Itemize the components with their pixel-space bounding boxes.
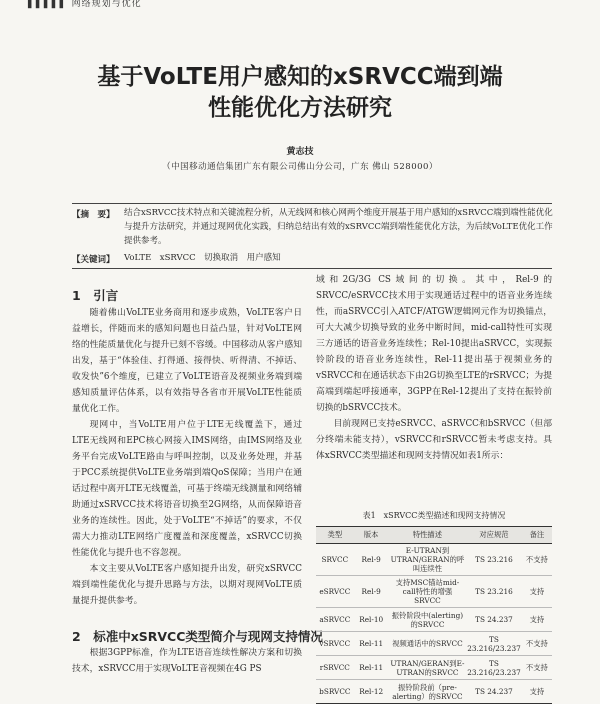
cell-type: rSRVCC [316, 656, 354, 680]
author: 黄志技 [286, 147, 314, 157]
abstract-text: 结合xSRVCC技术特点和关键流程分析，从无线网和核心网两个维度开展基于用户感知的xSRVCC端到端性能优化与提升方法研究，并通过现网优化实践，归纳总结出有效的xSRVCC端到端性能优化方法，为后续VoLTE优化工作提供参考。 [124, 208, 553, 246]
th-spec: 对应规范 [466, 527, 522, 544]
keywords-label: 【关键词】 [72, 255, 115, 265]
abstract-label: 【摘 要】 [72, 210, 115, 220]
xsrvcc-table [316, 526, 552, 704]
table-row [316, 680, 552, 704]
header-bars-icon: ▌▌▌▌▌ [28, 0, 68, 9]
right-paragraph-2: 目前现网已支持eSRVCC、aSRVCC和bSRVCC（但部分终端未能支持），vSRVCC和rSRVCC暂未考虑支持。具体xSRVCC类型描述和现网支持情况如表1所示： [316, 419, 552, 461]
cell-spec: TS 23.216 [466, 576, 522, 608]
th-release: 版本 [354, 527, 389, 544]
table-caption: 表1 xSRVCC类型描述和现网支持情况 [362, 511, 506, 520]
table-row [316, 656, 552, 680]
affiliation: （中国移动通信集团广东有限公司佛山分公司，广东 佛山 528000） [162, 162, 438, 172]
cell-release: Rel-11 [354, 632, 389, 656]
cell-spec: TS 23.216/23.237 [466, 632, 522, 656]
abstract-bottom-rule [72, 268, 552, 269]
cell-type: aSRVCC [316, 608, 354, 632]
th-remark: 备注 [522, 527, 552, 544]
cell-remark: 不支持 [522, 544, 552, 576]
table-row [316, 576, 552, 608]
keywords-text: VoLTE xSRVCC 切换取消 用户感知 [124, 253, 281, 263]
cell-release: Rel-9 [354, 576, 389, 608]
cell-type: SRVCC [316, 544, 354, 576]
cell-spec: TS 23.216 [466, 544, 522, 576]
cell-feature: E-UTRAN到UTRAN/GERAN的呼叫连续性 [389, 544, 467, 576]
cell-release: Rel-12 [354, 680, 389, 704]
cell-feature: 振铃阶段中(alerting)的SRVCC [389, 608, 467, 632]
sec1-paragraph-3: 本文主要从VoLTE客户感知提升出发，研究xSRVCC端到端性能优化与提升思路与方法，以期对现网VoLTE质量提升提供参考。 [72, 564, 302, 606]
right-paragraph-1: 域和2G/3G CS域间的切换。其中，Rel-9的SRVCC/eSRVCC技术用于实现通话过程中的语音业务连续性，而aSRVCC引入ATCF/ATGW逻辑网元作为切换锚点，可大大减少切换导致的业务中断时间，mid-call特性可实现三方通话的语音业务连续性；Rel-10提出aSRVCC，实现振铃阶段的语音业务连续性，Rel-11提出基于视频业务的vSRVCC和在通话状态下由2G切换至LTE的rSRVCC；为提高端到端起呼接通率，3GPP在Rel-12提出了支持在振铃前切换的bSRVCC技术。 [316, 275, 552, 413]
cell-release: Rel-11 [354, 656, 389, 680]
abstract-top-rule [72, 203, 552, 204]
section2-title: 2 标准中xSRVCC类型简介与现网支持情况 [72, 629, 323, 644]
cell-release: Rel-10 [354, 608, 389, 632]
right-column [316, 272, 552, 464]
cell-type: eSRVCC [316, 576, 354, 608]
th-feature: 特性描述 [389, 527, 467, 544]
left-column [72, 305, 302, 609]
section1-title: 1 引言 [72, 288, 119, 303]
running-header-text: 网络规划与优化 [71, 0, 142, 9]
sec2-column [72, 645, 302, 677]
paper-title-line1: 基于VoLTE用户感知的xSRVCC端到端 [97, 64, 503, 90]
table-header-row [316, 527, 552, 544]
table-row [316, 632, 552, 656]
th-type: 类型 [316, 527, 354, 544]
cell-type: vSRVCC [316, 632, 354, 656]
table-row [316, 608, 552, 632]
paper-title-line2: 性能优化方法研究 [208, 95, 392, 121]
sec2-paragraph-1: 根据3GPP标准，作为LTE语音连续性解决方案和切换技术，xSRVCC用于实现VoLTE音视频在4G PS [72, 648, 302, 674]
cell-remark: 不支持 [522, 656, 552, 680]
cell-feature: 振铃阶段前（pre-alerting）的SRVCC [389, 680, 467, 704]
cell-spec: TS 24.237 [466, 608, 522, 632]
sec1-paragraph-1: 随着佛山VoLTE业务商用和逐步成熟，VoLTE客户日益增长，伴随而来的感知问题也日益凸显，针对VoLTE网络的性能质量优化与提升已刻不容缓。中国移动从客户感知出发，基于“体验佳、打得通、接得快、听得清、不掉话、收发快”6个维度，已建立了VoLTE语音及视频业务端到端感知质量评估体系，以有效指导各省市开展VoLTE性能质量优化工作。 [72, 308, 302, 414]
cell-feature: 支持MSC锚站mid-call特性的增强SRVCC [389, 576, 467, 608]
cell-remark: 不支持 [522, 632, 552, 656]
cell-release: Rel-9 [354, 544, 389, 576]
running-header [28, 0, 142, 10]
cell-remark: 支持 [522, 576, 552, 608]
cell-spec: TS 24.237 [466, 680, 522, 704]
table-row [316, 544, 552, 576]
sec1-paragraph-2: 现网中，当VoLTE用户位于LTE无线覆盖下，通过LTE无线网和EPC核心网接入IMS网络，由IMS网络及业务平台完成VoLTE路由与呼叫控制，以及业务处理，并基于PCC系统提供VoLTE业务端到端QoS保障；当用户在通话过程中离开LTE无线覆盖，可基于终端无线测量和网络辅助通过xSRVCC技术将语音切换至2G网络，从而保障语音业务的连续性。因此，处于VoLTE“不掉话”的要求，不仅需大力推动LTE网络广度覆盖和深度覆盖，xSRVCC切换性能优化与提升也不容忽视。 [72, 420, 302, 558]
cell-spec: TS 23.216/23.237 [466, 656, 522, 680]
cell-type: bSRVCC [316, 680, 354, 704]
cell-feature: UTRAN/GERAN到E-UTRAN的SRVCC [389, 656, 467, 680]
cell-remark: 支持 [522, 608, 552, 632]
cell-feature: 视频通话中的SRVCC [389, 632, 467, 656]
cell-remark: 支持 [522, 680, 552, 704]
